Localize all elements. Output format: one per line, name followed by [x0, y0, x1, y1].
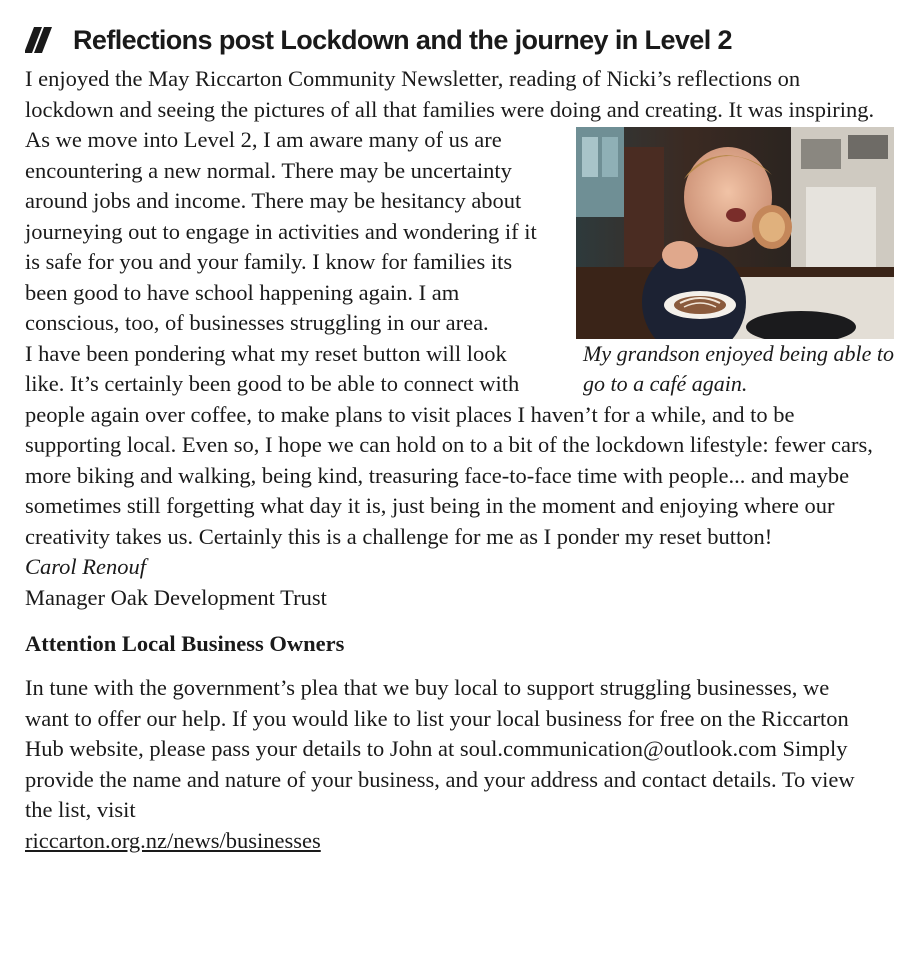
headline-text: Reflections post Lockdown and the journey in Level 2: [73, 25, 732, 55]
reset-paragraph: I have been pondering what my reset button will look like. It’s certainly been good to be able to connect with people again over coffee, to make plans to visit places I haven’t for a while, and to be supporting local. Even so, I hope we can hold on to a bit of the lockdown lifestyle: fewer cars, more biking and walking, being kind, treasuring face-to-face time with people... and maybe sometimes still forgetting what day it is, just being in the moment and enjoying where our creativity takes us. Certainly this is a challenge for me as I ponder my reset button!: [25, 340, 873, 549]
intro-paragraph: I enjoyed the May Riccarton Community Newsletter, reading of Nicki’s reflections on lockdown and seeing the pictures of all that families were doing and creating. It was inspiring.: [25, 66, 875, 122]
notice-paragraph: [25, 673, 875, 856]
notice-heading: Attention Local Business Owners: [25, 631, 345, 656]
double-slash-icon: [25, 27, 63, 53]
cafe-photo: [576, 127, 894, 339]
businesses-link[interactable]: riccarton.org.nz/news/businesses: [25, 827, 321, 853]
author-role: Manager Oak Development Trust: [25, 584, 327, 610]
level2-paragraph: As we move into Level 2, I am aware many of us are encountering a new normal. There may be uncertainty around jobs and income. There may be hesitancy about journeying out to engage in activities and wondering if it is safe for you and your family. I know for families its been good to have school happening again. I am conscious, too, of businesses struggling in our area.: [25, 127, 537, 335]
photo-caption: My grandson enjoyed being able to go to a café again.: [583, 341, 894, 396]
author-name: Carol Renouf: [25, 554, 147, 579]
article-headline: [25, 22, 875, 58]
photo-figure: [565, 127, 900, 399]
notice-body: In tune with the government’s plea that we buy local to support struggling businesses, we want to offer our help. If you would like to list your local business for free on the Riccarton Hub website, please pass your details to John at soul.communication@outlook.com Simply provide the name and nature of your business, and your address and contact details. To view the list, visit: [25, 675, 855, 822]
newsletter-page: [25, 22, 894, 856]
